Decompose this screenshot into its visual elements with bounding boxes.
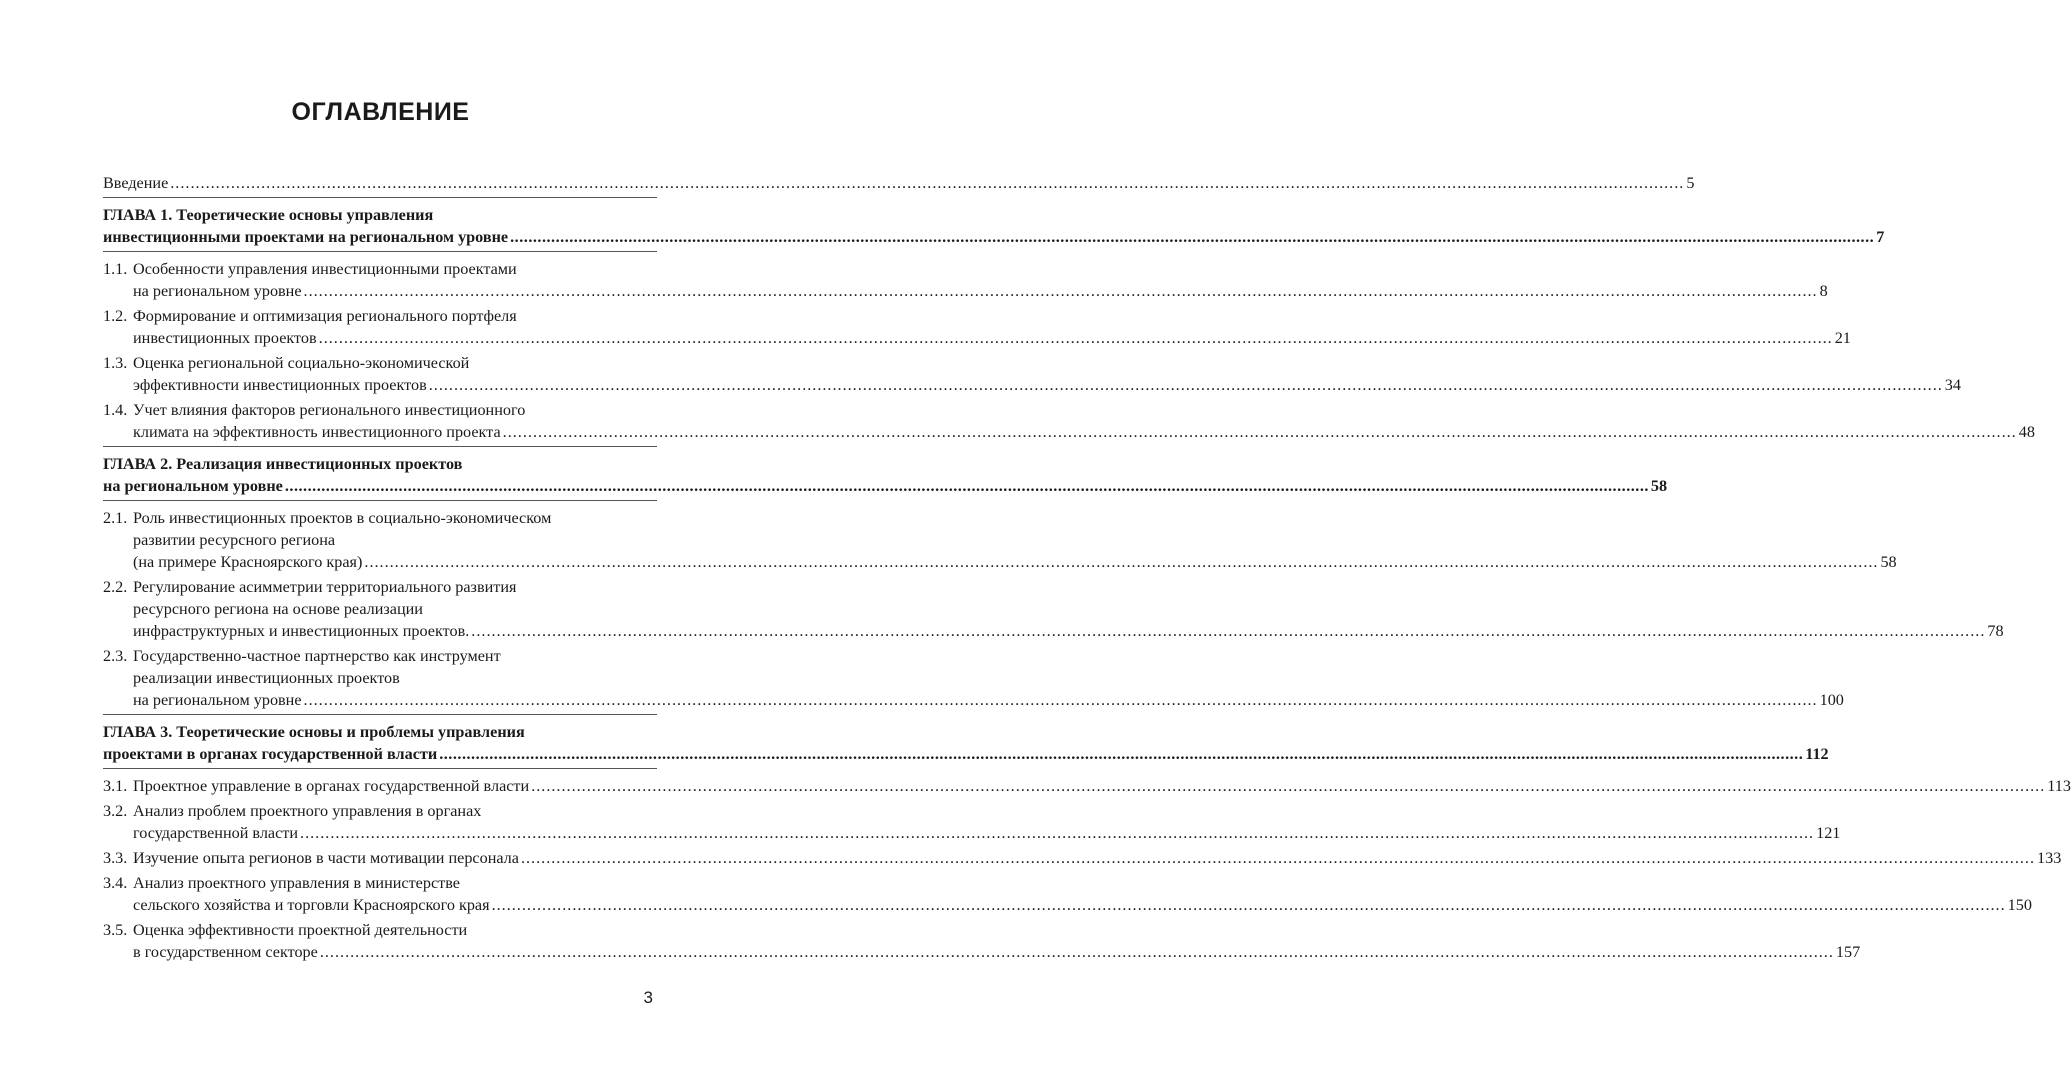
toc-entry[interactable] bbox=[103, 352, 1961, 396]
toc-entry-text: Оценка эффективности проектной деятельности bbox=[133, 921, 468, 939]
toc-entry-text: Изучение опыта регионов в части мотивации персонала bbox=[133, 849, 519, 867]
chapter-divider bbox=[103, 251, 657, 252]
dot-leader: ............................................................................................................................................................................................................................................................................................................ bbox=[428, 376, 1943, 394]
table-of-contents bbox=[103, 172, 2071, 966]
chapter-divider bbox=[103, 197, 657, 198]
toc-entry-text: ГЛАВА 2. Реализация инвестиционных проектов bbox=[103, 455, 463, 473]
toc-entry[interactable] bbox=[103, 576, 2004, 642]
toc-page-number: 58 bbox=[1880, 553, 1897, 571]
toc-page-number: 8 bbox=[1819, 282, 1828, 300]
toc-page-number: 157 bbox=[1835, 943, 1861, 961]
dot-leader: ............................................................................................................................................................................................................................................................................................................ bbox=[510, 228, 1875, 246]
chapter-divider bbox=[103, 768, 657, 769]
toc-page-number: 78 bbox=[1987, 622, 2004, 640]
toc-entry-text: Учет влияния факторов регионального инвестиционного bbox=[133, 401, 526, 419]
toc-entry-text: инфраструктурных и инвестиционных проектов. bbox=[133, 622, 470, 640]
toc-entry-text: Особенности управления инвестиционными проектами bbox=[133, 260, 517, 278]
toc-entry[interactable] bbox=[103, 872, 2032, 916]
toc-entry-text: климата на эффективность инвестиционного проекта bbox=[133, 423, 501, 441]
toc-entry-text: ГЛАВА 1. Теоретические основы управления bbox=[103, 206, 434, 224]
toc-entry-number: 3.3. bbox=[103, 849, 128, 867]
toc-entry-text: инвестиционных проектов bbox=[133, 329, 317, 347]
toc-entry-number: 1.1. bbox=[103, 260, 128, 278]
dot-leader: ............................................................................................................................................................................................................................................................................................................ bbox=[471, 622, 1986, 640]
chapter-divider bbox=[103, 446, 657, 447]
toc-entry-number: 1.4. bbox=[103, 401, 128, 419]
toc-chapter[interactable] bbox=[103, 453, 1668, 497]
toc-entry-number: 3.1. bbox=[103, 777, 128, 795]
toc-page-number: 58 bbox=[1650, 477, 1668, 495]
chapter-divider bbox=[103, 714, 657, 715]
toc-entry[interactable] bbox=[103, 172, 1695, 194]
toc-page-number: 150 bbox=[2007, 896, 2032, 914]
toc-entry-text: ресурсного региона на основе реализации bbox=[133, 600, 423, 618]
toc-page-number: 113 bbox=[2047, 777, 2071, 795]
toc-entry-text: ГЛАВА 3. Теоретические основы и проблемы управления bbox=[103, 723, 525, 741]
dot-leader: ............................................................................................................................................................................................................................................................................................................ bbox=[318, 329, 1833, 347]
toc-entry[interactable] bbox=[103, 919, 1861, 963]
toc-entry-text: развитии ресурсного региона bbox=[133, 531, 336, 549]
toc-page-number: 48 bbox=[2018, 423, 2035, 441]
page-title: ОГЛАВЛЕНИЕ bbox=[291, 98, 470, 126]
toc-entry-text: сельского хозяйства и торговли Красноярского края bbox=[133, 896, 490, 914]
toc-entry-number: 1.3. bbox=[103, 354, 128, 372]
dot-leader: ............................................................................................................................................................................................................................................................................................................ bbox=[303, 282, 1818, 300]
toc-entry[interactable] bbox=[103, 305, 1851, 349]
toc-entry-text: инвестиционными проектами на региональном уровне bbox=[103, 228, 509, 246]
toc-page-number: 34 bbox=[1944, 376, 1961, 394]
toc-page-number: 5 bbox=[1686, 174, 1695, 192]
toc-entry[interactable] bbox=[103, 645, 1844, 711]
toc-entry-text: в государственном секторе bbox=[133, 943, 318, 961]
toc-entry-text: государственной власти bbox=[133, 824, 299, 842]
dot-leader: ............................................................................................................................................................................................................................................................................................................ bbox=[300, 824, 1815, 842]
toc-entry[interactable] bbox=[103, 258, 1828, 302]
toc-entry[interactable] bbox=[103, 800, 1841, 844]
toc-entry-text: Введение bbox=[103, 174, 169, 192]
toc-chapter[interactable] bbox=[103, 204, 1885, 248]
dot-leader: ............................................................................................................................................................................................................................................................................................................ bbox=[303, 691, 1818, 709]
toc-page-number: 133 bbox=[2037, 849, 2062, 867]
toc-page-number: 121 bbox=[1816, 824, 1841, 842]
chapter-divider bbox=[103, 500, 657, 501]
toc-entry-text: эффективности инвестиционных проектов bbox=[133, 376, 427, 394]
toc-entry-number: 2.2. bbox=[103, 578, 128, 596]
dot-leader: ............................................................................................................................................................................................................................................................................................................ bbox=[502, 423, 2017, 441]
dot-leader: ............................................................................................................................................................................................................................................................................................................ bbox=[491, 896, 2006, 914]
toc-page-number: 112 bbox=[1805, 745, 1829, 763]
page-number: 3 bbox=[643, 988, 653, 1007]
toc-entry[interactable] bbox=[103, 507, 1897, 573]
dot-leader: ............................................................................................................................................................................................................................................................................................................ bbox=[284, 477, 1649, 495]
toc-entry-number: 1.2. bbox=[103, 307, 128, 325]
dot-leader: ............................................................................................................................................................................................................................................................................................................ bbox=[439, 745, 1804, 763]
toc-entry[interactable] bbox=[103, 775, 2071, 797]
toc-entry-number: 3.4. bbox=[103, 874, 128, 892]
toc-entry-text: Анализ проектного управления в министерстве bbox=[133, 874, 460, 892]
dot-leader: ............................................................................................................................................................................................................................................................................................................ bbox=[170, 174, 1685, 192]
toc-entry-text: Формирование и оптимизация регионального портфеля bbox=[133, 307, 517, 325]
toc-entry-number: 3.2. bbox=[103, 802, 128, 820]
toc-page-number: 100 bbox=[1819, 691, 1844, 709]
dot-leader: ............................................................................................................................................................................................................................................................................................................ bbox=[520, 849, 2036, 867]
toc-entry-text: Регулирование асимметрии территориального развития bbox=[133, 578, 517, 596]
toc-entry-text: на региональном уровне bbox=[133, 282, 302, 300]
toc-entry[interactable] bbox=[103, 847, 2062, 869]
toc-entry-text: Роль инвестиционных проектов в социально-экономическом bbox=[133, 509, 552, 527]
toc-entry-text: (на примере Красноярского края) bbox=[133, 553, 363, 571]
toc-entry-text: на региональном уровне bbox=[103, 477, 283, 495]
toc-page-number: 21 bbox=[1834, 329, 1851, 347]
dot-leader: ............................................................................................................................................................................................................................................................................................................ bbox=[531, 777, 2046, 795]
toc-entry-text: проектами в органах государственной власти bbox=[103, 745, 438, 763]
toc-entry-number: 2.3. bbox=[103, 647, 128, 665]
toc-entry-number: 3.5. bbox=[103, 921, 128, 939]
toc-entry-text: на региональном уровне bbox=[133, 691, 302, 709]
toc-chapter[interactable] bbox=[103, 721, 1829, 765]
toc-page-number: 7 bbox=[1876, 228, 1885, 246]
toc-entry-text: Анализ проблем проектного управления в органах bbox=[133, 802, 482, 820]
dot-leader: ............................................................................................................................................................................................................................................................................................................ bbox=[364, 553, 1879, 571]
toc-entry-text: Проектное управление в органах государственной власти bbox=[133, 777, 530, 795]
toc-entry-number: 2.1. bbox=[103, 509, 128, 527]
toc-entry-text: реализации инвестиционных проектов bbox=[133, 669, 400, 687]
dot-leader: ............................................................................................................................................................................................................................................................................................................ bbox=[319, 943, 1834, 961]
toc-entry-text: Оценка региональной социально-экономической bbox=[133, 354, 470, 372]
toc-entry[interactable] bbox=[103, 399, 2035, 443]
toc-entry-text: Государственно-частное партнерство как инструмент bbox=[133, 647, 501, 665]
